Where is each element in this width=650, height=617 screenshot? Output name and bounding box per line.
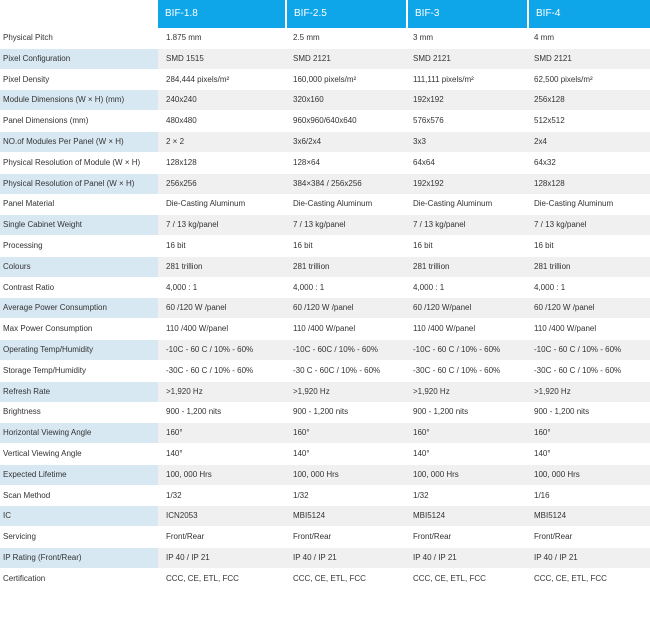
row-value: 3x3 <box>413 137 426 146</box>
table-row <box>0 569 650 589</box>
row-value: Die-Casting Aluminum <box>534 199 614 209</box>
row-value: 110 /400 W/panel <box>293 324 356 334</box>
row-label: NO.of Modules Per Panel (W × H) <box>0 132 158 152</box>
row-value: 900 - 1,200 nits <box>534 407 590 417</box>
row-label: Processing <box>3 241 43 250</box>
row-value: >1,920 Hz <box>166 386 203 396</box>
row-value: 281 trillion <box>293 261 330 271</box>
row-value: 4 mm <box>534 33 554 42</box>
row-value: 60 /120 W/panel <box>413 303 472 313</box>
row-value: -10C - 60C / 10% - 60% <box>293 345 378 354</box>
row-value: IP 40 / IP 21 <box>413 553 457 562</box>
row-label: Storage Temp/Humidity <box>3 365 86 375</box>
row-value: 4,000 : 1 <box>293 282 325 292</box>
row-label: Physical Resolution of Module (W × H) <box>3 157 141 167</box>
row-value: 1/32 <box>166 490 182 500</box>
row-value: CCC, CE, ETL, FCC <box>293 573 366 583</box>
row-label: Vertical Viewing Angle <box>3 449 82 458</box>
row-value: MBI5124 <box>293 511 326 521</box>
row-value: Front/Rear <box>413 532 452 542</box>
row-value: 160° <box>166 428 183 438</box>
row-value: Front/Rear <box>534 532 573 542</box>
row-value: 2x4 <box>534 137 547 146</box>
row-value: 111,111 pixels/m² <box>413 74 474 84</box>
row-label: Operating Temp/Humidity <box>0 340 158 360</box>
row-value: 480x480 <box>166 116 197 126</box>
row-value: 16 bit <box>166 241 186 250</box>
row-value: 140° <box>293 449 310 458</box>
row-value: SMD 2121 <box>293 53 331 63</box>
row-value: MBI5124 <box>534 511 567 521</box>
row-label: Average Power Consumption <box>0 298 158 318</box>
row-value: 62,500 pixels/m² <box>534 74 593 84</box>
row-value: IP 40 / IP 21 <box>293 553 337 562</box>
row-value: IP 40 / IP 21 <box>166 553 210 562</box>
table-row <box>0 423 650 443</box>
column-header-bif-3: BIF-3 <box>415 8 440 19</box>
table-row <box>0 194 650 214</box>
table-row <box>0 90 650 110</box>
row-value: IP 40 / IP 21 <box>534 553 578 562</box>
row-value: CCC, CE, ETL, FCC <box>413 573 486 583</box>
table-row <box>0 28 650 48</box>
row-value: -30C - 60 C / 10% - 60% <box>413 365 501 375</box>
row-value: 281 trillion <box>413 261 450 271</box>
row-value: >1,920 Hz <box>293 386 330 396</box>
row-label: Panel Material <box>3 199 55 209</box>
table-row <box>0 382 650 402</box>
row-value: CCC, CE, ETL, FCC <box>166 573 239 583</box>
row-label: Physical Resolution of Panel (W × H) <box>0 174 158 194</box>
table-row <box>0 340 650 360</box>
table-row <box>0 319 650 339</box>
table-row <box>0 257 650 277</box>
row-value: 3 mm <box>413 33 433 42</box>
row-value: 4,000 : 1 <box>534 282 566 292</box>
row-label: Colours <box>0 257 158 277</box>
table-row <box>0 444 650 464</box>
row-value: 160° <box>413 428 430 438</box>
table-row <box>0 153 650 173</box>
row-value: 256x256 <box>166 178 197 188</box>
row-label: Pixel Configuration <box>0 49 158 69</box>
row-value: 140° <box>534 449 551 458</box>
row-value: 110 /400 W/panel <box>413 324 476 334</box>
row-label: Module Dimensions (W × H) (mm) <box>0 90 158 110</box>
row-value: 160° <box>534 428 551 438</box>
column-header-bif-2-5: BIF-2.5 <box>294 8 327 19</box>
row-value: 160,000 pixels/m² <box>293 74 357 84</box>
table-row <box>0 527 650 547</box>
row-value: 1/16 <box>534 490 550 500</box>
row-value: MBI5124 <box>413 511 446 521</box>
table-row <box>0 298 650 318</box>
row-value: 281 trillion <box>166 261 203 271</box>
row-value: 100, 000 Hrs <box>166 469 212 479</box>
row-value: 60 /120 W /panel <box>293 303 354 313</box>
row-value: -30C - 60 C / 10% - 60% <box>534 365 622 375</box>
table-row <box>0 506 650 526</box>
row-label: Single Cabinet Weight <box>0 215 158 235</box>
row-value: 900 - 1,200 nits <box>293 407 349 417</box>
row-value: 192x192 <box>413 178 444 188</box>
row-value: -30 C - 60C / 10% - 60% <box>293 365 381 375</box>
table-row <box>0 70 650 90</box>
row-value: Die-Casting Aluminum <box>293 199 373 209</box>
row-value: 2 × 2 <box>166 137 185 146</box>
row-value: SMD 1515 <box>166 53 204 63</box>
row-value: 60 /120 W /panel <box>534 303 595 313</box>
table-row <box>0 111 650 131</box>
row-value: 3x6/2x4 <box>293 137 322 146</box>
row-value: 284,444 pixels/m² <box>166 74 230 84</box>
table-row <box>0 236 650 256</box>
row-value: 1/32 <box>413 490 429 500</box>
row-value: 110 /400 W/panel <box>166 324 229 334</box>
table-row <box>0 49 650 69</box>
row-value: 240x240 <box>166 95 197 105</box>
row-value: 100, 000 Hrs <box>293 469 339 479</box>
row-label: Horizontal Viewing Angle <box>0 423 158 443</box>
row-label: Scan Method <box>3 490 51 500</box>
table-row <box>0 361 650 381</box>
row-value: 4,000 : 1 <box>413 282 445 292</box>
column-header-bif-4: BIF-4 <box>536 8 561 19</box>
row-value: 320x160 <box>293 95 324 105</box>
row-value: 192x192 <box>413 95 444 105</box>
row-value: Front/Rear <box>166 532 205 542</box>
row-value: >1,920 Hz <box>534 386 571 396</box>
row-value: Die-Casting Aluminum <box>413 199 493 209</box>
row-value: 576x576 <box>413 116 444 126</box>
row-value: 960x960/640x640 <box>293 116 357 126</box>
row-value: 16 bit <box>534 241 554 250</box>
row-label: Brightness <box>3 407 41 417</box>
row-label: Certification <box>3 573 46 583</box>
row-value: 100, 000 Hrs <box>413 469 459 479</box>
row-value: 60 /120 W /panel <box>166 303 227 313</box>
row-value: -10C - 60 C / 10% - 60% <box>534 345 622 354</box>
row-value: 900 - 1,200 nits <box>166 407 222 417</box>
row-value: 4,000 : 1 <box>166 282 198 292</box>
row-value: 1/32 <box>293 490 309 500</box>
row-value: SMD 2121 <box>413 53 451 63</box>
row-label: Expected Lifetime <box>0 465 158 485</box>
row-label: Physical Pitch <box>3 33 53 42</box>
table-row <box>0 402 650 422</box>
row-label: Panel Dimensions (mm) <box>3 116 89 126</box>
row-label: IC <box>0 506 158 526</box>
row-value: 140° <box>413 449 430 458</box>
row-value: -10C - 60 C / 10% - 60% <box>413 345 501 354</box>
row-value: 512x512 <box>534 116 565 126</box>
row-label: IP Rating (Front/Rear) <box>0 548 158 568</box>
row-value: -30C - 60 C / 10% - 60% <box>166 365 254 375</box>
row-value: 384×384 / 256x256 <box>293 178 362 188</box>
row-value: 7 / 13 kg/panel <box>166 220 219 230</box>
row-value: >1,920 Hz <box>413 386 450 396</box>
row-value: 281 trillion <box>534 261 571 271</box>
row-value: 128x128 <box>166 157 197 167</box>
row-value: -10C - 60 C / 10% - 60% <box>166 345 254 354</box>
table-row <box>0 548 650 568</box>
row-value: 140° <box>166 449 183 458</box>
row-value: 16 bit <box>413 241 433 250</box>
row-value: 128x128 <box>534 178 565 188</box>
table-row <box>0 132 650 152</box>
row-value: 7 / 13 kg/panel <box>413 220 466 230</box>
row-label: Pixel Density <box>3 74 50 84</box>
table-row <box>0 486 650 506</box>
row-value: SMD 2121 <box>534 53 572 63</box>
row-value: 7 / 13 kg/panel <box>293 220 346 230</box>
row-value: 2.5 mm <box>293 33 320 42</box>
row-value: 1.875 mm <box>166 33 202 42</box>
row-value: 64x32 <box>534 157 556 167</box>
row-label: Servicing <box>3 532 36 542</box>
row-value: ICN2053 <box>166 511 198 521</box>
table-row <box>0 174 650 194</box>
row-label: Max Power Consumption <box>3 324 93 334</box>
row-value: 160° <box>293 428 310 438</box>
row-value: 900 - 1,200 nits <box>413 407 469 417</box>
row-value: 110 /400 W/panel <box>534 324 597 334</box>
row-value: 16 bit <box>293 241 313 250</box>
row-value: Front/Rear <box>293 532 332 542</box>
table-row <box>0 278 650 298</box>
row-value: 7 / 13 kg/panel <box>534 220 587 230</box>
column-header-bif-1-8: BIF-1.8 <box>165 8 198 19</box>
row-value: CCC, CE, ETL, FCC <box>534 573 607 583</box>
table-row <box>0 465 650 485</box>
row-value: 100, 000 Hrs <box>534 469 580 479</box>
row-label: Refresh Rate <box>0 382 158 402</box>
table-row <box>0 215 650 235</box>
row-value: 256x128 <box>534 95 565 105</box>
row-value: 128×64 <box>293 157 320 167</box>
row-value: Die-Casting Aluminum <box>166 199 246 209</box>
row-label: Contrast Ratio <box>3 282 55 292</box>
row-value: 64x64 <box>413 157 435 167</box>
